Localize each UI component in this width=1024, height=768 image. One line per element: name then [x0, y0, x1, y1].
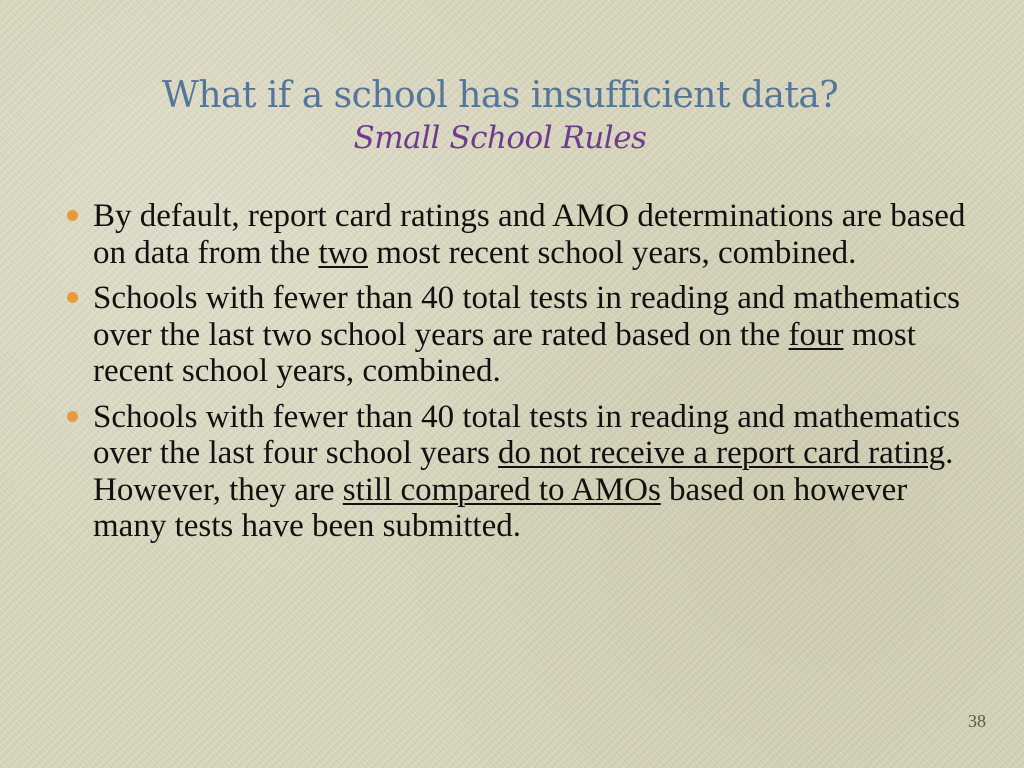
- bullet-text: most recent school years, combined.: [367, 234, 857, 271]
- bullet-text: Schools with fewer than 40 total tests in reading and mathematics over the last four school years: [93, 398, 960, 471]
- slide-title: What if a school has insufficient data?: [161, 75, 839, 116]
- emphasis-text: two: [318, 234, 368, 271]
- bullet-item: [64, 280, 974, 390]
- bullet-text: By default, report card ratings and AMO determinations are based on data from the: [93, 198, 966, 271]
- bullet-text: . However, they are: [93, 435, 954, 508]
- title-block: [0, 74, 1000, 158]
- bullet-text: most recent school years, combined.: [93, 316, 916, 389]
- slide-subtitle: Small School Rules: [353, 120, 647, 156]
- bullet-item: [64, 399, 974, 545]
- bullet-dot-icon: [67, 210, 78, 221]
- bullet-text: Schools with fewer than 40 total tests in reading and mathematics over the last two school years are rated based on the: [93, 280, 960, 353]
- bullet-item: [64, 198, 974, 271]
- page-number: 38: [968, 711, 986, 731]
- emphasis-text: four: [788, 316, 844, 353]
- bullet-dot-icon: [67, 292, 78, 303]
- bullet-list: [64, 198, 974, 554]
- bullet-text: based on however many tests have been submitted.: [93, 471, 908, 544]
- emphasis-text: still compared to AMOs: [342, 471, 661, 508]
- emphasis-text: do not receive a report card rating: [498, 435, 946, 471]
- bullet-dot-icon: [67, 411, 78, 422]
